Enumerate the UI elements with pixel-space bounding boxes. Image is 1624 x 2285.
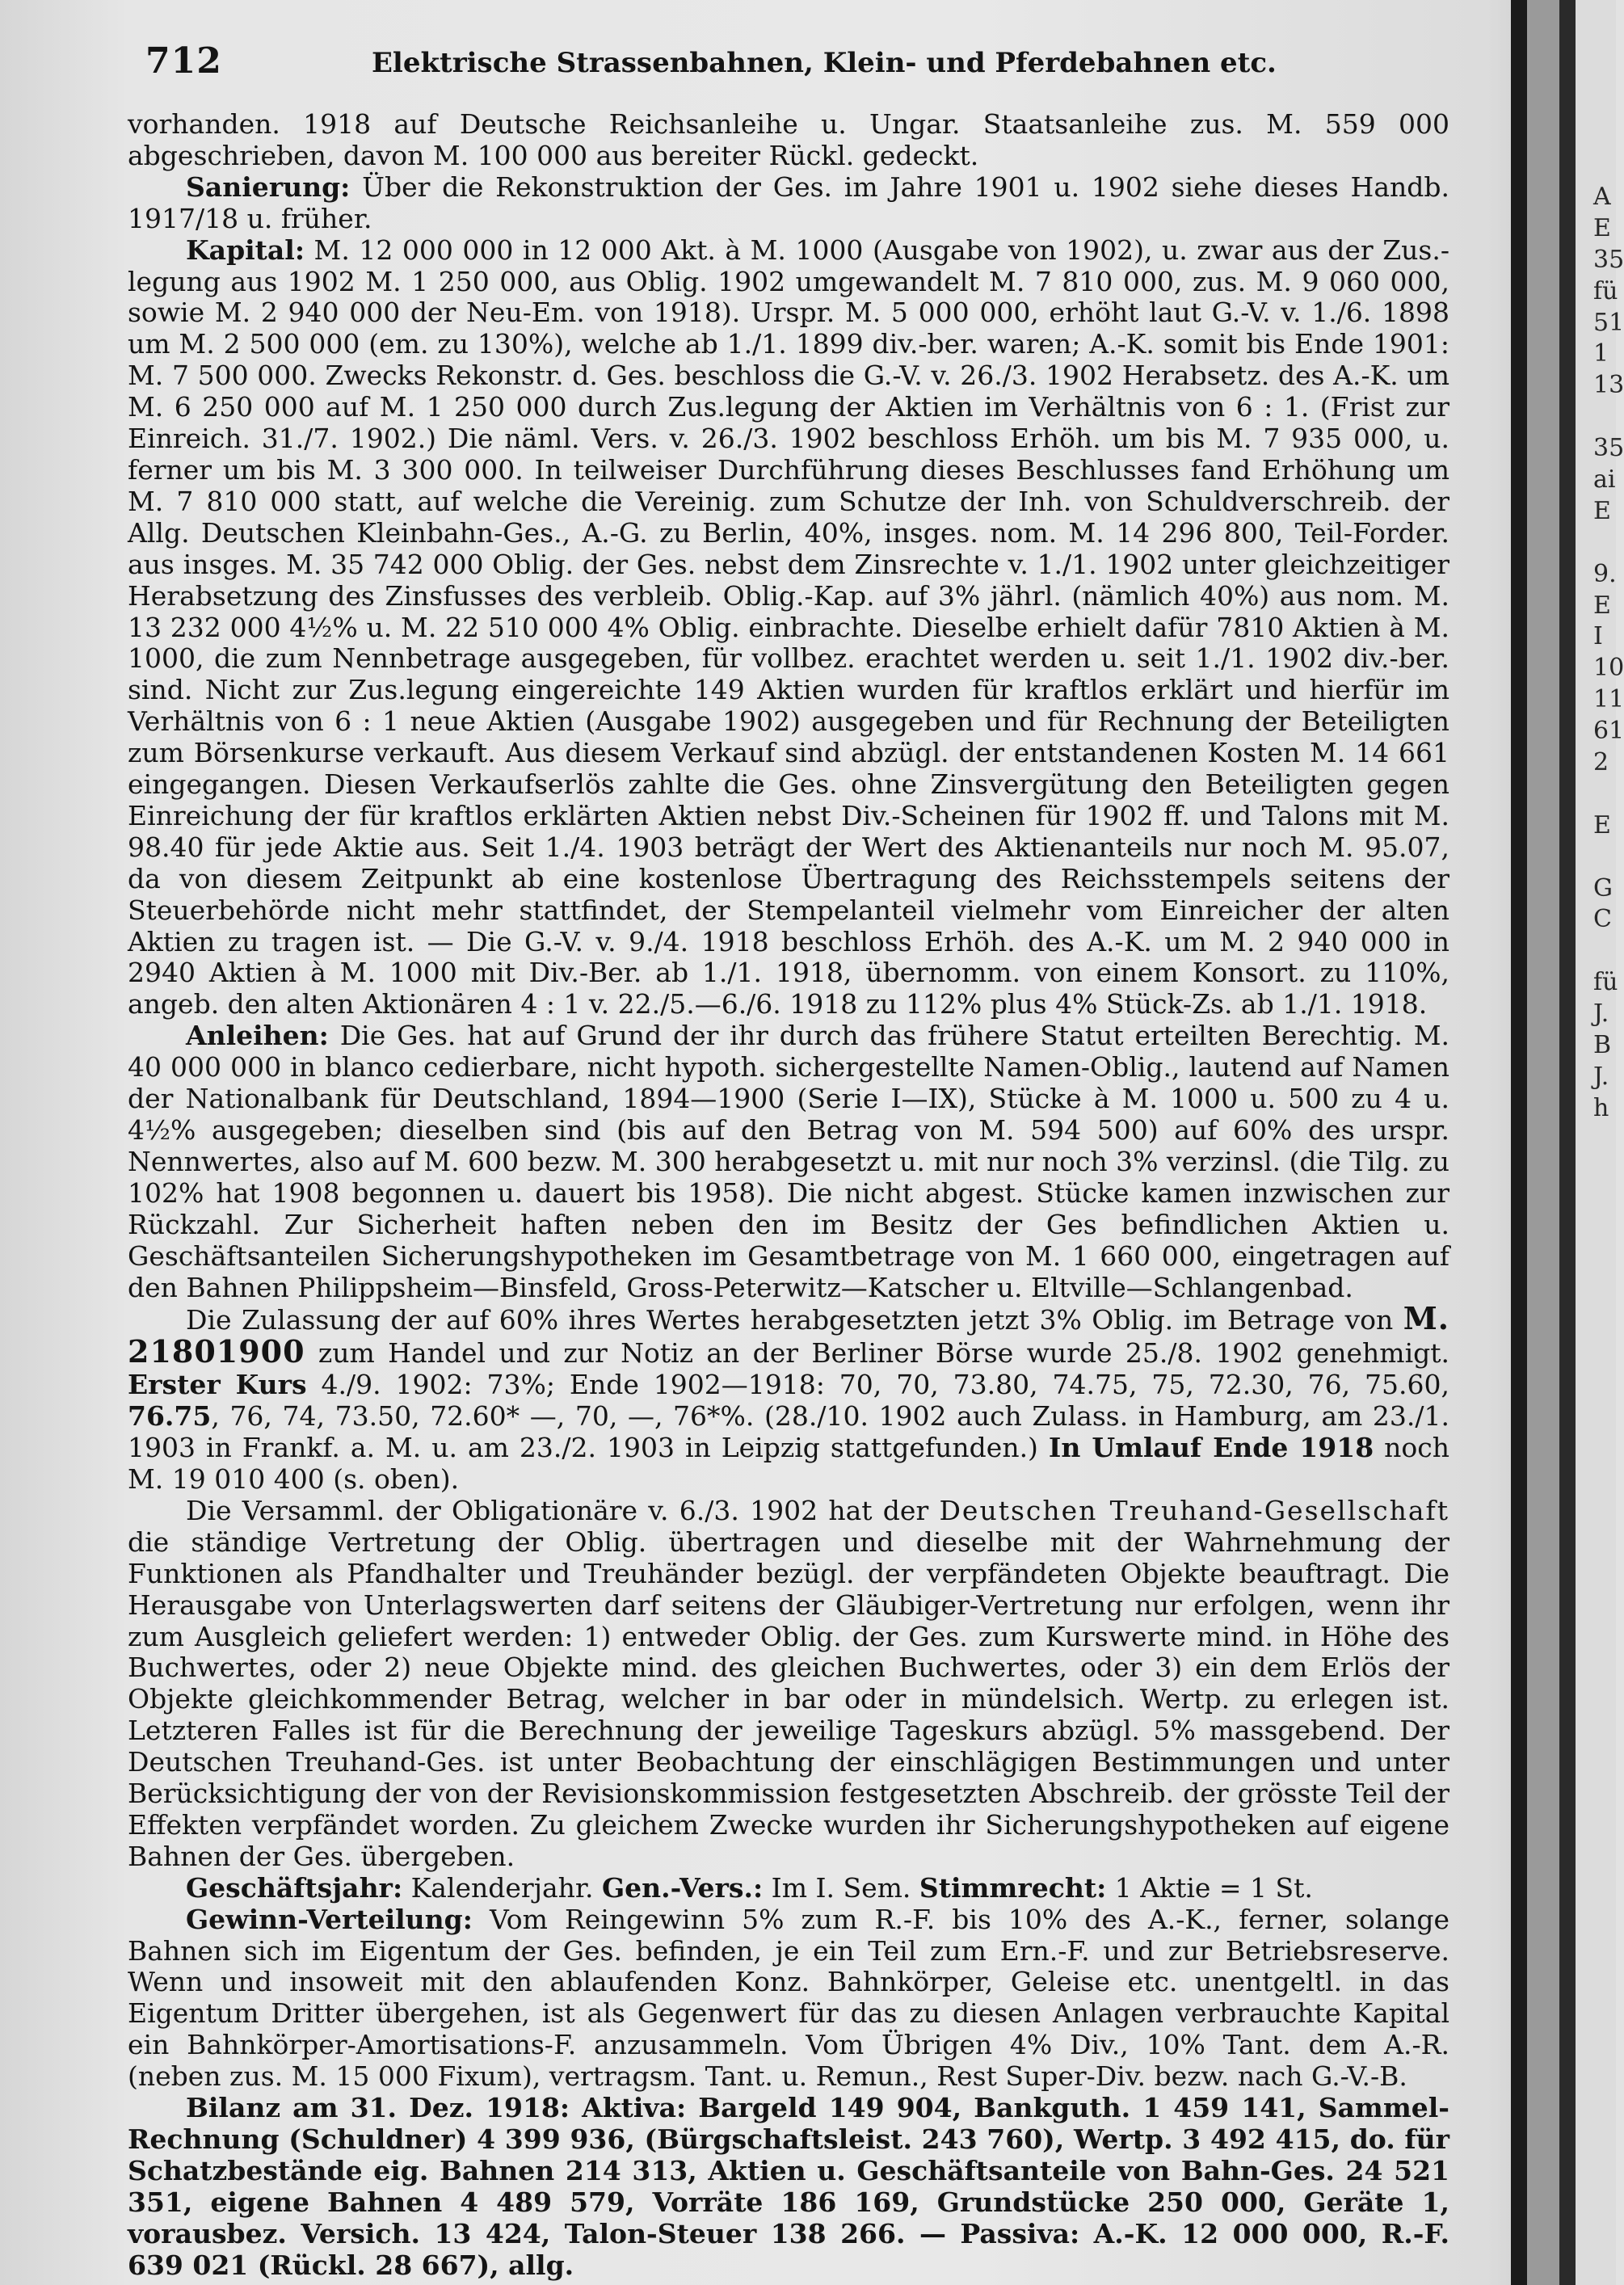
adjacent-page-fragment: 11 bbox=[1593, 685, 1624, 714]
adjacent-page-fragment: I bbox=[1593, 622, 1603, 651]
page-number: 712 bbox=[145, 40, 222, 82]
adjacent-page-fragment: C bbox=[1593, 905, 1612, 934]
label-anleihen: Anleihen: bbox=[186, 1020, 329, 1052]
text-anleihen: Die Ges. hat auf Grund der ihr durch das frühere Statut erteilten Berechtig. M. 40 000 000 in blanco cedierbare, nicht hypoth. sichergestellte Namen-Oblig., lautend auf Namen der Nationalbank für Deutschland, 1894—1900 (Serie I—IX), Stücke à M. 1000 u. 500 zu 4 u. 4½% ausgegeben; dieselben sind (bis auf den Betrag von M. 594 500) auf 60% des urspr. Nennwertes, also auf M. 600 bezw. M. 300 herabgesetzt u. mit nur noch 3% verzinsl. (die Tilg. zu 102% hat 1908 begonnen u. dauert bis 1958). Die nicht abgest. Stücke kamen inzwischen zur Rückzahl. Zur Sicherheit haften neben den im Besitz der Ges befindlichen Aktien u. Geschäftsanteilen Sicherungshypotheken im Gesamtbetrage von M. 1 660 000, eingetragen auf den Bahnen Philippsheim—Binsfeld, Gross-Peterwitz—Katscher u. Eltville—Schlangenbad. bbox=[128, 1020, 1449, 1303]
text-zulassung-e: noch M. 19 010 400 (s. oben). bbox=[128, 1432, 1449, 1495]
adjacent-page-fragment: A bbox=[1593, 183, 1611, 211]
amount-admitted: M. 21801900 bbox=[128, 1300, 1449, 1370]
adjacent-page-fragment: E bbox=[1593, 591, 1611, 620]
text-stimmrecht: 1 Aktie = 1 St. bbox=[1106, 1871, 1313, 1904]
text-zulassung-c: 4./9. 1902: 73%; Ende 1902—1918: 70, 70, 73.80, 74.75, 75, 72.30, 76, 75.60, bbox=[306, 1369, 1449, 1401]
adjacent-page-fragment: 1 bbox=[1593, 339, 1609, 368]
binding-gutter-edge bbox=[1559, 0, 1576, 2285]
adjacent-page-fragment bbox=[1593, 842, 1616, 873]
binding-gutter bbox=[1527, 0, 1559, 2285]
adjacent-page-fragment: B bbox=[1593, 1031, 1612, 1060]
adjacent-page-fragment: 13 bbox=[1593, 371, 1624, 400]
label-kapital: Kapital: bbox=[186, 234, 305, 266]
adjacent-page-fragment: 10 bbox=[1593, 654, 1624, 683]
paragraph-gewinn-verteilung bbox=[128, 1904, 1449, 2093]
adjacent-page-fragment: G bbox=[1593, 873, 1613, 903]
adjacent-page-fragment: h bbox=[1593, 1093, 1609, 1122]
adjacent-page-fragment: J. bbox=[1593, 1062, 1609, 1091]
text-obligationaere-a: Die Versamml. der Obligationäre v. 6./3. 1902 hat der bbox=[186, 1494, 940, 1526]
adjacent-page-fragment: E bbox=[1593, 810, 1611, 840]
paragraph-depreciation: vorhanden. 1918 auf Deutsche Reichsanleihe u. Ungar. Staatsanleihe zus. M. 559 000 abgeschrieben, davon M. 100 000 aus bereiter Rückl. gedeckt. bbox=[128, 108, 1449, 171]
adjacent-page-fragment bbox=[1593, 528, 1616, 559]
adjacent-page-fragment bbox=[1593, 936, 1616, 967]
adjacent-page-fragment: J. bbox=[1593, 999, 1609, 1029]
adjacent-page-fragment: 35 bbox=[1593, 245, 1624, 274]
adjacent-page-fragment bbox=[1593, 402, 1616, 433]
body-text bbox=[128, 109, 1449, 2282]
text-zulassung-b: zum Handel und zur Notiz an der Berliner Börse wurde 25./8. 1902 genehmigt. bbox=[305, 1337, 1449, 1370]
label-sanierung: Sanierung: bbox=[186, 170, 351, 203]
adjacent-page-fragment bbox=[1593, 779, 1616, 810]
paragraph-bilanz bbox=[128, 2093, 1449, 2281]
paragraph-anleihen bbox=[128, 1020, 1449, 1303]
binding-gutter-shadow bbox=[1511, 0, 1527, 2285]
page-header bbox=[145, 40, 1406, 89]
paragraph-sanierung bbox=[128, 172, 1449, 235]
adjacent-page-fragment: 61 bbox=[1593, 717, 1624, 746]
text-kapital: M. 12 000 000 in 12 000 Akt. à M. 1000 (Ausgabe von 1902), u. zwar aus der Zus.-legung aus 1902 M. 1 250 000, aus Oblig. 1902 umgewandelt M. 7 810 000, zus. M. 9 060 000, sowie M. 2 940 000 der Neu-Em. von 1918). Urspr. M. 5 000 000, erhöht laut G.-V. v. 1./6. 1898 um M. 2 500 000 (em. zu 130%), welche ab 1./1. 1899 div.-ber. waren; A.-K. somit bis Ende 1901: M. 7 500 000. Zwecks Rekonstr. d. Ges. beschloss die G.-V. v. 26./3. 1902 Herabsetz. des A.-K. um M. 6 250 000 auf M. 1 250 000 durch Zus.legung der Aktien im Verhältnis von 6 : 1. (Frist zur Einreich. 31./7. 1902.) Die näml. Vers. v. 26./3. 1902 beschloss Erhöh. um bis M. 7 935 000, u. ferner um bis M. 3 300 000. In teilweiser Durchführung dieses Beschlusses fand Erhöhung um M. 7 810 000 statt, auf welche die Vereinig. zum Schutze der Inh. von Schuldverschreib. der Allg. Deutschen Kleinbahn-Ges., A.-G. zu Berlin, 40%, insges. nom. M. 14 296 800, Teil-Forder. aus insges. M. 35 742 000 Oblig. der Ges. nebst dem Zinsrechte v. 1./1. 1902 unter gleichzeitiger Herabsetzung des Zinsfusses des verbleib. Oblig.-Kap. auf 3% jährl. (nämlich 40%) aus nom. M. 13 232 000 4½% u. M. 22 510 000 4% Oblig. einbrachte. Dieselbe erhielt dafür 7810 Aktien à M. 1000, die zum Nennbetrage ausgegeben, für vollbez. erachtet werden u. seit 1./1. 1902 div.-ber. sind. Nicht zur Zus.legung eingereichte 149 Aktien wurden für kraftlos erklärt und hierfür im Verhältnis von 6 : 1 neue Aktien (Ausgabe 1902) ausgegeben und für Rechnung der Beteiligten zum Börsenkurse verkauft. Aus diesem Verkauf sind abzügl. der entstandenen Kosten M. 14 661 eingegangen. Diesen Verkaufserlös zahlte die Ges. ohne Zinsvergütung den Beteiligten gegen Einreichung der für kraftlos erklärten Aktien nebst Div.-Scheinen für 1902 ff. und Talons mit M. 98.40 für jede Aktie aus. Seit 1./4. 1903 beträgt der Wert des Aktienanteils nur noch M. 95.07, da von diesem Zeitpunkt ab eine kostenlose Übertragung des Reichsstempels seitens der Steuerbehörde nicht mehr stattfindet, der Stempelanteil vielmehr vom Einreicher der alten Aktien zu tragen ist. — Die G.-V. v. 9./4. 1918 beschloss Erhöh. des A.-K. um M. 2 940 000 in 2940 Aktien à M. 1000 mit Div.-Ber. ab 1./1. 1918, übernomm. von einem Konsort. zu 110%, angeb. den alten Aktionären 4 : 1 v. 22./5.—6./6. 1918 zu 112% plus 4% Stück-Zs. ab 1./1. 1918. bbox=[128, 234, 1449, 1020]
adjacent-page-fragment: 51 bbox=[1593, 308, 1624, 337]
adjacent-page-fragment: ai bbox=[1593, 465, 1616, 494]
label-umlauf: In Umlauf Ende 1918 bbox=[1048, 1432, 1374, 1464]
text-obligationaere-b: die ständige Vertretung der Oblig. übertragen und dieselbe mit der Wahrnehmung der Funktionen als Pfandhalter und Treuhänder bezügl. der verpfändeten Objekte beauftragt. Die Herausgabe von Unterlagswerten darf seitens der Gläubiger-Vertretung nur erfolgen, wenn ihr zum Ausgleich geliefert werden: 1) entweder Oblig. der Ges. zum Kurswerte mind. in Höhe des Buchwertes, oder 2) neue Objekte mind. des gleichen Buchwertes, oder 3) ein dem Erlös der Objekte gleichkommender Betrag, welcher in bar oder in mündelsich. Wertp. zu erlegen ist. Letzteren Falles ist für die Berechnung der jeweilige Tageskurs abzügl. 5% massgebend. Der Deutschen Treuhand-Ges. ist unter Beobachtung der einschlägigen Bestimmungen und unter Berücksichtigung der von der Revisionskommission festgesetzten Abschreib. der grösste Teil der Effekten verpfändet worden. Zu gleichem Zwecke wurden ihr Sicherungshypotheken auf eigene Bahnen der Ges. übergeben. bbox=[128, 1525, 1449, 1872]
adjacent-page-fragment: E bbox=[1593, 213, 1611, 242]
text-zulassung-d: , 76, 74, 73.50, 72.60* —, 70, —, 76*%. (28./10. 1902 auch Zulass. in Hamburg, am 23./1. 1903 in Frankf. a. M. u. am 23./2. 1903 in Leipzig stattgefunden.) bbox=[128, 1400, 1449, 1464]
paragraph-obligationaere bbox=[128, 1496, 1449, 1873]
adjacent-page-text-fragments bbox=[1593, 182, 1624, 1125]
label-geschaeftsjahr: Geschäftsjahr: bbox=[186, 1871, 403, 1904]
label-stimmrecht: Stimmrecht: bbox=[919, 1871, 1107, 1904]
adjacent-page-fragment: 2 bbox=[1593, 748, 1609, 777]
text-sanierung: Über die Rekonstruktion der Ges. im Jahre 1901 u. 1902 siehe dieses Handb. 1917/18 u. früher. bbox=[128, 170, 1449, 234]
text-geschaeftsjahr: Kalenderjahr. bbox=[402, 1871, 602, 1904]
paragraph-geschaeftsjahr bbox=[128, 1873, 1449, 1904]
adjacent-page-fragment: fü bbox=[1593, 276, 1618, 305]
text-zulassung-a: Die Zulassung der auf 60% ihres Wertes herabgesetzten jetzt 3% Oblig. im Betrage von bbox=[186, 1304, 1403, 1336]
adjacent-page-fragment: E bbox=[1593, 496, 1611, 525]
label-gewinn-verteilung: Gewinn-Verteilung: bbox=[186, 1903, 473, 1935]
paragraph-kapital bbox=[128, 235, 1449, 1021]
adjacent-page-fragment: 9. bbox=[1593, 559, 1617, 588]
text-gen-vers: Im I. Sem. bbox=[763, 1871, 919, 1904]
paragraph-zulassung bbox=[128, 1300, 1449, 1495]
highlight-kurs: 76.75 bbox=[128, 1400, 212, 1433]
adjacent-page-fragment: fü bbox=[1593, 968, 1618, 997]
name-treuhand: Deutschen Treuhand-Gesellschaft bbox=[939, 1494, 1449, 1526]
text-bilanz: Aktiva: Bargeld 149 904, Bankguth. 1 459 141, Sammel-Rechnung (Schuldner) 4 399 936, (Bürgschaftsleist. 243 760), Wertp. 3 492 415, do. für Schatzbestände eig. Bahnen 214 313, Aktien u. Geschäftsanteile von Bahn-Ges. 24 521 351, eigene Bahnen 4 489 579, Vorräte 186 169, Grundstücke 250 000, Geräte 1, vorausbez. Versich. 13 424, Talon-Steuer 138 266. — Passiva: A.-K. 12 000 000, R.-F. 639 021 (Rückl. 28 667), allg. bbox=[128, 2092, 1449, 2281]
label-gen-vers: Gen.-Vers.: bbox=[602, 1871, 764, 1904]
text-gewinn-verteilung: Vom Reingewinn 5% zum R.-F. bis 10% des A.-K., ferner, solange Bahnen sich im Eigentum der Ges. befinden, je ein Teil zum Ern.-F. und zur Betriebsreserve. Wenn und insoweit mit den ablaufenden Konz. Bahnkörper, Geleise etc. unentgeltl. in das Eigentum Dritter übergehen, ist als Gegenwert für das zu diesen Anlagen verbrauchte Kapital ein Bahnkörper-Amortisations-F. anzusammeln. Vom Übrigen 4% Div., 10% Tant. dem A.-R. (neben zus. M. 15 000 Fixum), vertragsm. Tant. u. Remun., Rest Super-Div. bezw. nach G.-V.-B. bbox=[128, 1903, 1449, 2093]
label-bilanz: Bilanz am 31. Dez. 1918: bbox=[186, 2092, 570, 2124]
label-erster-kurs: Erster Kurs bbox=[128, 1369, 307, 1401]
running-head: Elektrische Strassenbahnen, Klein- und Pferdebahnen etc. bbox=[372, 47, 1277, 79]
adjacent-page-fragment: 35 bbox=[1593, 434, 1624, 463]
